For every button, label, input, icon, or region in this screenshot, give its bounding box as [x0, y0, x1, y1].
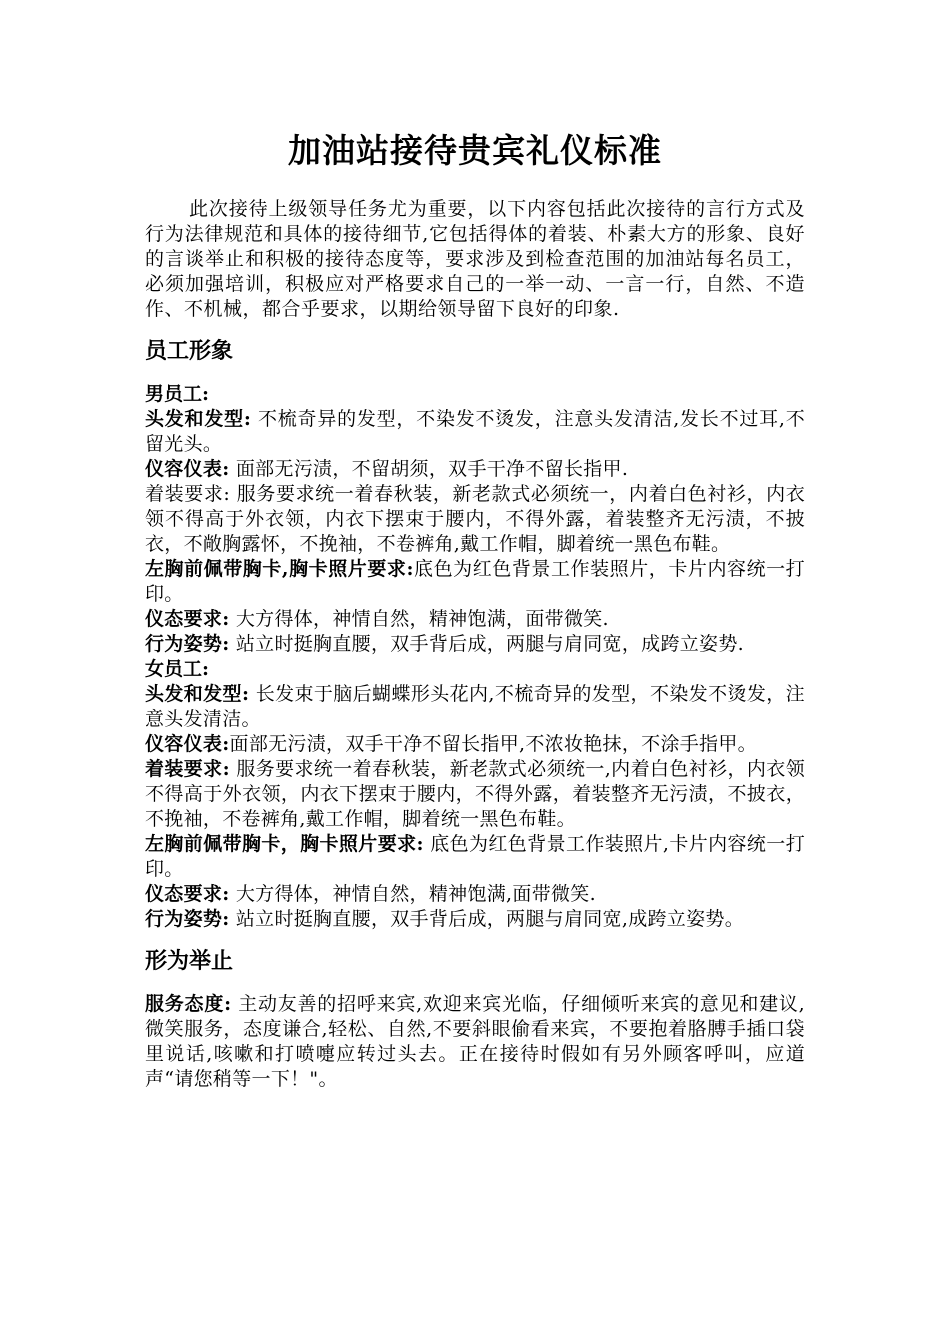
- item-text: 长发束于脑后蝴蝶形头花内,不梳奇异的发型，不染发不烫发，注意头发清洁。: [145, 683, 805, 730]
- male-item-manner: [145, 607, 805, 632]
- item-text: 底色为红色背景工作装照片，卡片内容统一打印。: [145, 558, 805, 605]
- item-text: 服务要求统一着春秋装，新老款式必须统一，内着白色衬衫，内衣领不得高于外衣领，内衣下摆束于腰内，不得外露，着装整齐无污渍，不披衣，不敞胸露怀，不挽袖，不卷裤角,戴工作帽，脚着统一黑色布鞋。: [145, 483, 805, 555]
- item-text: 面部无污渍，不留胡须，双手干净不留长指甲.: [229, 458, 629, 480]
- male-staff-label: 男员工:: [145, 383, 210, 405]
- female-item-badge: [145, 832, 805, 882]
- item-label: 头发和发型:: [145, 683, 250, 705]
- male-item-posture: [145, 632, 805, 657]
- item-text: 大方得体，神情自然，精神饱满，面带微笑.: [229, 608, 609, 630]
- female-item-manner: [145, 882, 805, 907]
- item-text: 面部无污渍，双手干净不留长指甲,不浓妆艳抹，不涂手指甲。: [229, 733, 757, 755]
- section-heading-staff-image: 员工形象: [145, 339, 234, 364]
- document-title: 加油站接待贵宾礼仪标准: [288, 131, 662, 170]
- item-text: 主动友善的招呼来宾,欢迎来宾光临，仔细倾听来宾的意见和建议,微笑服务，态度谦合,轻松、自然,不要斜眼偷看来宾，不要抱着胳膊手插口袋里说话,咳嗽和打喷嚏应转过头去。正在接待时假如有另外顾客呼叫，应道声“请您稍等一下！"。: [145, 993, 805, 1090]
- female-item-posture: [145, 907, 805, 932]
- item-label: 仪态要求:: [145, 608, 230, 630]
- document-page: [145, 125, 805, 1092]
- item-text: 底色为红色背景工作装照片,卡片内容统一打印。: [145, 833, 805, 880]
- male-item-dress: [145, 482, 805, 557]
- female-item-appearance: [145, 732, 805, 757]
- item-label: 仪容仪表:: [145, 733, 230, 755]
- item-text: 不梳奇异的发型，不染发不烫发，注意头发清洁,发长不过耳,不留光头。: [145, 408, 805, 455]
- female-staff-label: 女员工:: [145, 658, 210, 680]
- section-heading-conduct: 形为举止: [145, 949, 234, 974]
- item-label: 左胸前佩带胸卡，胸卡照片要求:: [145, 833, 424, 855]
- item-text: 站立时挺胸直腰，双手背后成，两腿与肩同宽,成跨立姿势。: [229, 908, 744, 930]
- item-label: 着装要求:: [145, 483, 231, 505]
- item-text: 大方得体，神情自然，精神饱满,面带微笑.: [229, 883, 596, 905]
- female-item-dress: [145, 757, 805, 832]
- female-item-hair: [145, 682, 805, 732]
- item-label: 着装要求:: [145, 758, 230, 780]
- item-label: 服务态度:: [145, 993, 232, 1015]
- item-label: 仪态要求:: [145, 883, 230, 905]
- male-item-appearance: [145, 457, 805, 482]
- intro-paragraph: 此次接待上级领导任务尤为重要，以下内容包括此次接待的言行方式及行为法律规范和具体的接待细节,它包括得体的着装、朴素大方的形象、良好的言谈举止和积极的接待态度等，要求涉及到检查范围的加油站每名员工，必须加强培训，积极应对严格要求自己的一举一动、一言一行，自然、不造作、不机械，都合乎要求，以期给领导留下良好的印象.: [145, 198, 805, 320]
- conduct-item-attitude: [145, 992, 805, 1092]
- item-label: 左胸前佩带胸卡,胸卡照片要求:: [145, 558, 414, 580]
- item-label: 头发和发型:: [145, 408, 252, 430]
- item-label: 行为姿势:: [145, 633, 230, 655]
- item-label: 仪容仪表:: [145, 458, 230, 480]
- item-label: 行为姿势:: [145, 908, 230, 930]
- male-item-hair: [145, 407, 805, 457]
- item-text: 站立时挺胸直腰，双手背后成，两腿与肩同宽，成跨立姿势.: [229, 633, 744, 655]
- male-item-badge: [145, 557, 805, 607]
- item-text: 服务要求统一着春秋装，新老款式必须统一,内着白色衬衫，内衣领不得高于外衣领，内衣下摆束于腰内，不得外露，着装整齐无污渍，不披衣，不挽袖，不卷裤角,戴工作帽，脚着统一黑色布鞋。: [145, 758, 806, 830]
